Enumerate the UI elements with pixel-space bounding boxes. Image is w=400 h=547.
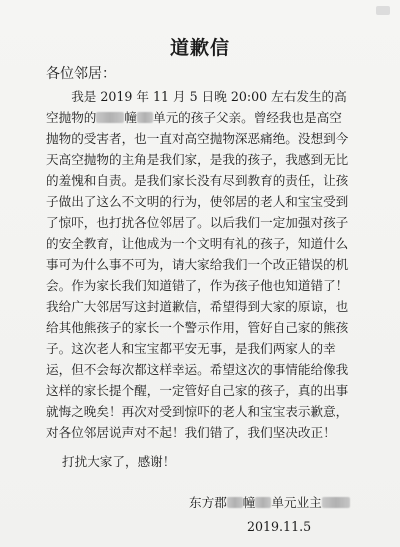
redacted-signature-unit <box>255 497 271 508</box>
closing-line: 打扰大家了，感谢！ <box>62 454 176 469</box>
redacted-building-number <box>96 112 124 123</box>
letter-body-paragraph <box>46 86 354 443</box>
redacted-unit-number <box>137 112 153 123</box>
signature <box>189 492 350 511</box>
redacted-signature-building <box>227 497 243 508</box>
signature-prefix: 东方郡 <box>189 495 227 510</box>
body-text-c: 单元的孩子父亲。曾经我也是高空抛物的受害者，也一直对高空抛物深恶痛绝。没想到今天高空抛物的主角是我们家，是我的孩子，我感到无比的羞愧和自责。是我们家长没有尽到教育的责任，让孩子做出了这么不文明的行为，使邻居的老人和宝宝受到了惊吓，也打扰各位邻居了。以后我们一定加强对孩子的安全教育，让他成为一个文明有礼的孩子，知道什么事可为什么事不可为，请大家给我们一个改正错误的机会。作为家长我们知道错了，作为孩子他也知道错了！我给广大邻居写这封道歉信，希望得到大家的原谅，也给其他熊孩子的家长一个警示作用，管好自己家的熊孩子。这次老人和宝宝都平安无事，是我们两家人的幸运，但不会每次都这样幸运。希望这次的事情能给像我这样的家长提个醒，一定管好自己家的孩子，真的出事就悔之晚矣！再次对受到惊吓的老人和宝宝表示歉意，对各位邻居说声对不起！我们错了，我们坚决改正！ <box>46 110 349 440</box>
signature-owner: 单元业主 <box>271 495 322 510</box>
letter-date: 2019.11.5 <box>247 519 312 534</box>
signature-building: 幢 <box>242 495 256 510</box>
body-text-b: 幢 <box>124 110 137 125</box>
redacted-owner-name <box>322 497 350 508</box>
greeting: 各位邻居： <box>46 66 116 82</box>
page-title: 道歉信 <box>169 37 230 59</box>
watermark-logo <box>376 6 390 15</box>
body-text-a: 我是 2019 年 11 月 5 日晚 20:00 左右发生的高空抛物的 <box>46 89 347 125</box>
